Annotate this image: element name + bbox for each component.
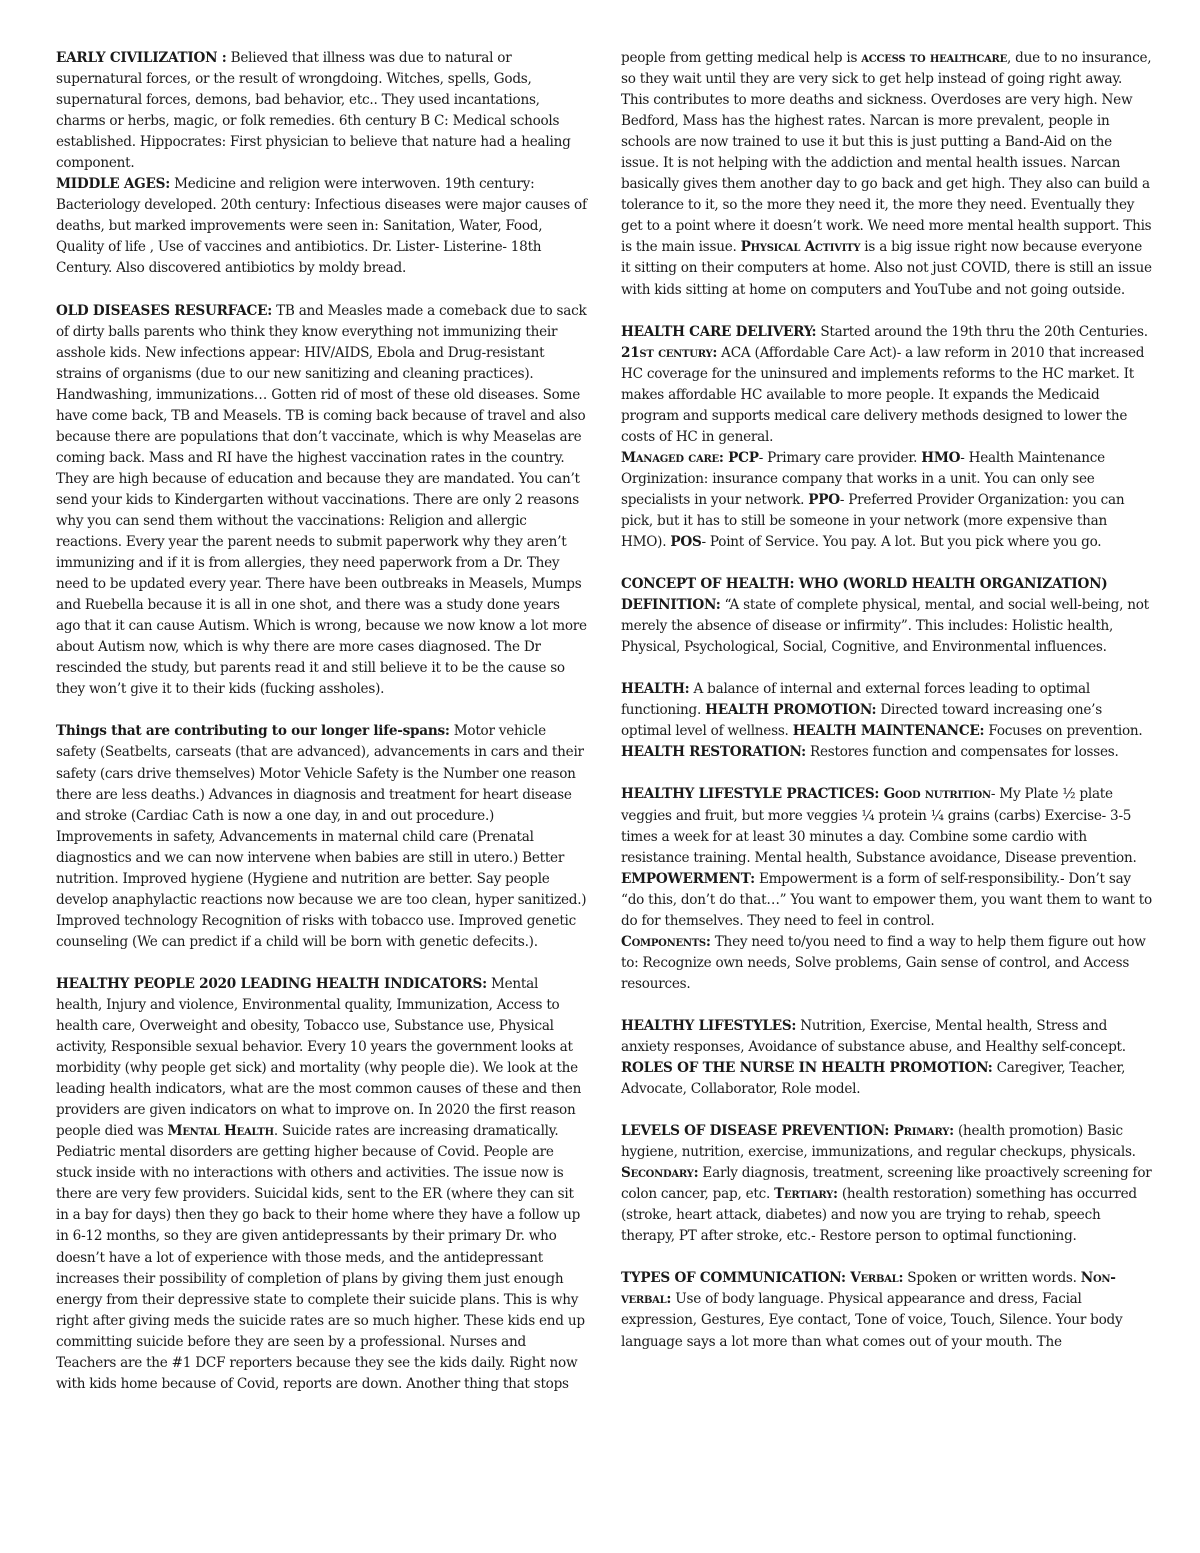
nonverbal-text: Use of body language. Physical appearance and dress, Facial expression, Gestures, Eye contact, Tone of voice, Touch, Silence. Your body language says a lot more than what comes out of your mouth. The [621, 1291, 1123, 1350]
longer-lifespans-heading: Things that are contributing to our longer life-spans: [56, 723, 450, 740]
healthy-people-heading: HEALTHY PEOPLE 2020 LEADING HEALTH INDICATORS: [56, 975, 487, 992]
access-healthcare-label: access to healthcare [861, 50, 1007, 66]
verbal-label: Verbal: [845, 1270, 904, 1287]
secondary-text: Early diagnosis, treatment, screening like proactively screening for colon cancer, pap, etc. [621, 1165, 1152, 1203]
early-civilization-paragraph [56, 48, 587, 174]
health-restoration-heading: HEALTH RESTORATION: [621, 744, 806, 761]
concept-of-health-text: “A state of complete physical, mental, and social well-being, not merely the absence of disease or infirmity”. This includes: Holistic health, Physical, Psychological, Social, Cognitive, and Environmental influences. [621, 597, 1149, 656]
physical-activity-label: Physical Activity [740, 239, 861, 256]
healthy-lifestyles-paragraph [621, 1016, 1152, 1100]
communication-heading: TYPES OF COMMUNICATION: [621, 1270, 846, 1287]
early-civilization-text: Believed that illness was due to natural or supernatural forces, or the result of wrongdoing. Witches, spells, Gods, supernatural forces, demons, bad behavior, etc.. They used incantations, charms or herbs, magic, or folk remedies. 6th century B C: Medical schools established. Hippocrates: First physician to believe that nature had a healing component. [56, 50, 571, 172]
empowerment-text: Empowerment is a form of self-responsibility.- Don’t say “do this, don’t do that…” You want to empower them, you want them to want to do for themselves. They need to feel in control. [621, 870, 1152, 929]
empowerment-heading: EMPOWERMENT: [621, 870, 755, 887]
pos-label: POS [670, 534, 702, 551]
health-definitions-paragraph [621, 679, 1152, 763]
access-text-1: people from getting medical help is [621, 50, 862, 66]
longer-lifespans-paragraph [56, 721, 587, 953]
hmo-label: HMO [921, 449, 961, 466]
healthy-people-text-2: . Suicide rates are increasing dramatically. Pediatric mental disorders are getting higher because of Covid. People are stuck inside with no interactions with others and activities. The issue now is there are very few providers. Suicidal kids, sent to the ER (where they can sit in a bay for days) then they go back to their home where they have a follow up in 6-12 months, so they are given antidepressants by their primary Dr. who doesn’t have a lot of experience with those meds, and the antidepressant increases their possibility of completion of plans by giving them just enough energy from their depressive state to complete their suicide plans. This is why right after giving meds the suicide rates are so much higher. These kids end up committing suicide before they are seen by a professional. Nurses and Teachers are the #1 DCF reporters because they see the kids daily. Right now with kids home because of Covid, reports are down. Another thing that stops [56, 1123, 585, 1392]
healthy-people-paragraph [56, 974, 587, 1395]
right-column [621, 48, 1152, 1518]
lifestyle-practices-paragraph [621, 784, 1152, 868]
health-maintenance-text: Focuses on prevention. [984, 723, 1143, 740]
21st-century-label: 21st century: [621, 344, 718, 361]
early-civilization-heading: EARLY CIVILIZATION : [56, 50, 227, 66]
components-text: They need to/you need to find a way to help them figure out how to: Recognize own needs, Solve problems, Gain sense of control, and Access resources. [621, 933, 1146, 992]
middle-ages-heading: MIDDLE AGES: [56, 176, 170, 193]
middle-ages-text: Medicine and religion were interwoven. 19th century: Bacteriology developed. 20th century: Infectious diseases were major causes of deaths, but marked improvements were seen in: Sanitation, Water, Food, Quality of life , Use of vaccines and antibiotics. Dr. Lister- Listerine- 18th Century. Also discovered antibiotics by moldy bread. [56, 176, 587, 277]
pcp-label: PCP [723, 449, 759, 466]
pos-text: - Point of Service. You pay. A lot. But you pick where you go. [701, 534, 1102, 551]
health-restoration-text: Restores function and compensates for losses. [805, 744, 1119, 761]
health-care-delivery-text-1: Started around the 19th thru the 20th Centuries. [816, 323, 1148, 340]
verbal-text: Spoken or written words. [903, 1270, 1081, 1287]
old-diseases-paragraph [56, 301, 587, 701]
ppo-text: - Preferred Provider Organization: you can pick, but it has to still be someone in your network (more expensive than HMO). [621, 491, 1125, 551]
healthy-lifestyles-text: Nutrition, Exercise, Mental health, Stress and anxiety responses, Avoidance of substance abuse, and Healthy self-concept. [621, 1017, 1126, 1055]
access-text-3: is a big issue right now because everyone it sitting on their computers at home. Also not just COVID, there is still an issue with kids sitting at home on computers and YouTube and not going outside. [621, 239, 1152, 298]
lifestyle-practices-heading: HEALTHY LIFESTYLE PRACTICES: [621, 786, 880, 803]
managed-care-heading: Managed care: [621, 449, 724, 466]
concept-of-health-paragraph [621, 574, 1152, 658]
concept-of-health-heading: CONCEPT OF HEALTH: WHO (WORLD HEALTH ORGANIZATION) DEFINITION: [621, 576, 1108, 614]
health-text: A balance of internal and external forces leading to optimal functioning. [621, 681, 1090, 719]
healthy-people-text-1: Mental health, Injury and violence, Environmental quality, Immunization, Access to health care, Overweight and obesity, Tobacco use, Substance use, Physical activity, Responsible sexual behavior. Every 10 years the government looks at morbidity (why people get sick) and mortality (why people die). We look at the leading health indicators, what are the most common causes of these and then providers are given indicators on what to improve on. In 2020 the first reason people died was [56, 975, 582, 1140]
old-diseases-heading: OLD DISEASES RESURFACE: [56, 302, 272, 319]
managed-care-paragraph [621, 448, 1152, 553]
access-paragraph [621, 48, 1152, 301]
nurse-roles-text: Caregiver, Teacher, Advocate, Collaborator, Role model. [621, 1060, 1126, 1098]
ppo-label: PPO [808, 491, 840, 508]
access-text-2: , due to no insurance, so they wait until they are very sick to get help instead of going right away. This contributes to more deaths and sickness. Overdoses are very high. New Bedford, Mass has the highest rates. Narcan is more prevalent, people in schools are now trained to use it but this is just putting a Band-Aid on the issue. It is not helping with the addiction and mental health issues. Narcan basically gives them another day to go back and get high. They also can build a tolerance to it, so the more they need it, the more they need. Eventually they get to a point where it doesn’t work. We need more mental health support. This is the main issue. [621, 50, 1152, 256]
healthy-lifestyles-heading: HEALTHY LIFESTYLES: [621, 1017, 797, 1034]
left-column [56, 48, 587, 1518]
health-maintenance-heading: HEALTH MAINTENANCE: [792, 723, 985, 740]
secondary-label: Secondary: [621, 1165, 699, 1182]
lifestyle-practices-text: - My Plate ½ plate veggies and fruit, but more veggies ¼ protein ¼ grains (carbs) Exercise- 3-5 times a week for at least 30 minutes a day. Combine some cardio with resistance training. Mental health, Substance avoidance, Disease prevention. [621, 786, 1137, 866]
tertiary-label: Tertiary: [774, 1186, 838, 1203]
empowerment-paragraph [621, 869, 1152, 932]
health-care-delivery-text-2: ACA (Affordable Care Act)- a law reform in 2010 that increased HC coverage for the uninsured and implements reforms to the HC market. It makes affordable HC available to more people. It expands the Medicaid program and supports medical care delivery methods designed to lower the costs of HC in general. [621, 344, 1145, 445]
health-promotion-heading: HEALTH PROMOTION: [705, 702, 877, 719]
health-care-delivery-paragraph [621, 322, 1152, 448]
good-nutrition-label: Good nutrition [879, 786, 991, 803]
document-page [56, 48, 1152, 1518]
primary-label: Primary: [889, 1123, 954, 1140]
nurse-roles-heading: ROLES OF THE NURSE IN HEALTH PROMOTION: [621, 1060, 993, 1077]
disease-prevention-heading: LEVELS OF DISEASE PREVENTION: [621, 1123, 890, 1140]
pcp-text: - Primary care provider. [758, 449, 922, 466]
health-promotion-text: Directed toward increasing one’s optimal level of wellness. [621, 702, 1102, 740]
health-care-delivery-heading: HEALTH CARE DELIVERY: [621, 323, 817, 340]
hmo-text: - Health Maintenance Orginization: insurance company that works in a unit. You can only see specialists in your network. [621, 449, 1105, 508]
health-heading: HEALTH: [621, 681, 690, 698]
tertiary-text: (health restoration) something has occurred (stroke, heart attack, diabetes) and now you are trying to rehab, speech therapy, PT after stroke, etc.- Restore person to optimal functioning. [621, 1186, 1137, 1245]
disease-prevention-paragraph [621, 1121, 1152, 1247]
primary-text: (health promotion) Basic hygiene, nutrition, exercise, immunizations, and regular checkups, physicals. [621, 1123, 1136, 1161]
mental-health-label: Mental Health [167, 1123, 274, 1140]
longer-lifespans-text: Motor vehicle safety (Seatbelts, carseats (that are advanced), advancements in cars and their safety (cars drive themselves) Motor Vehicle Safety is the Number one reason there are less deaths.) Advances in diagnosis and treatment for heart disease and stroke (Cardiac Cath is now a one day, in and out procedure.) Improvements in safety, Advancements in maternal child care (Prenatal diagnostics and we can now intervene when babies are still in utero.) Better nutrition. Improved hygiene (Hygiene and nutrition are better. Say people develop anaphylactic reactions now because we are too clean, hyper sanitized.) Improved technology Recognition of risks with tobacco use. Improved genetic counseling (We can predict if a child will be born with genetic defecits.). [56, 723, 587, 950]
middle-ages-paragraph [56, 174, 587, 279]
components-heading: Components: [621, 933, 711, 950]
old-diseases-text: TB and Measles made a comeback due to sack of dirty balls parents who think they know everything not immunizing their asshole kids. New infections appear: HIV/AIDS, Ebola and Drug-resistant strains of organisms (due to our new sanitizing and cleaning practices). Handwashing, immunizations… Gotten rid of most of these old diseases. Some have come back, TB and Measels. TB is coming back because of travel and also because there are populations that don’t vaccinate, which is why Measelas are coming back. Mass and RI have the highest vaccination rates in the country. They are high because of education and because they are mandated. You can’t send your kids to Kindergarten without vaccinations. There are only 2 reasons why you can send them without the vaccinations: Religion and allergic reactions. Every year the parent needs to submit paperwork why they aren’t immunizing and if it is from allergies, they need paperwork from a Dr. They need to be updated every year. There have been outbreaks in Measels, Mumps and Ruebella because it is all in one shot, and there was a study done years ago that it can cause Autism. Which is wrong, because we now know a lot more about Autism now, which is why there are more cases diagnosed. The Dr rescinded the study, but parents read it and still believe it to be the cause so they won’t give it to their kids (fucking assholes). [56, 302, 587, 698]
nonverbal-label: Non-verbal: [621, 1270, 1116, 1308]
communication-paragraph [621, 1268, 1152, 1352]
components-paragraph [621, 932, 1152, 995]
